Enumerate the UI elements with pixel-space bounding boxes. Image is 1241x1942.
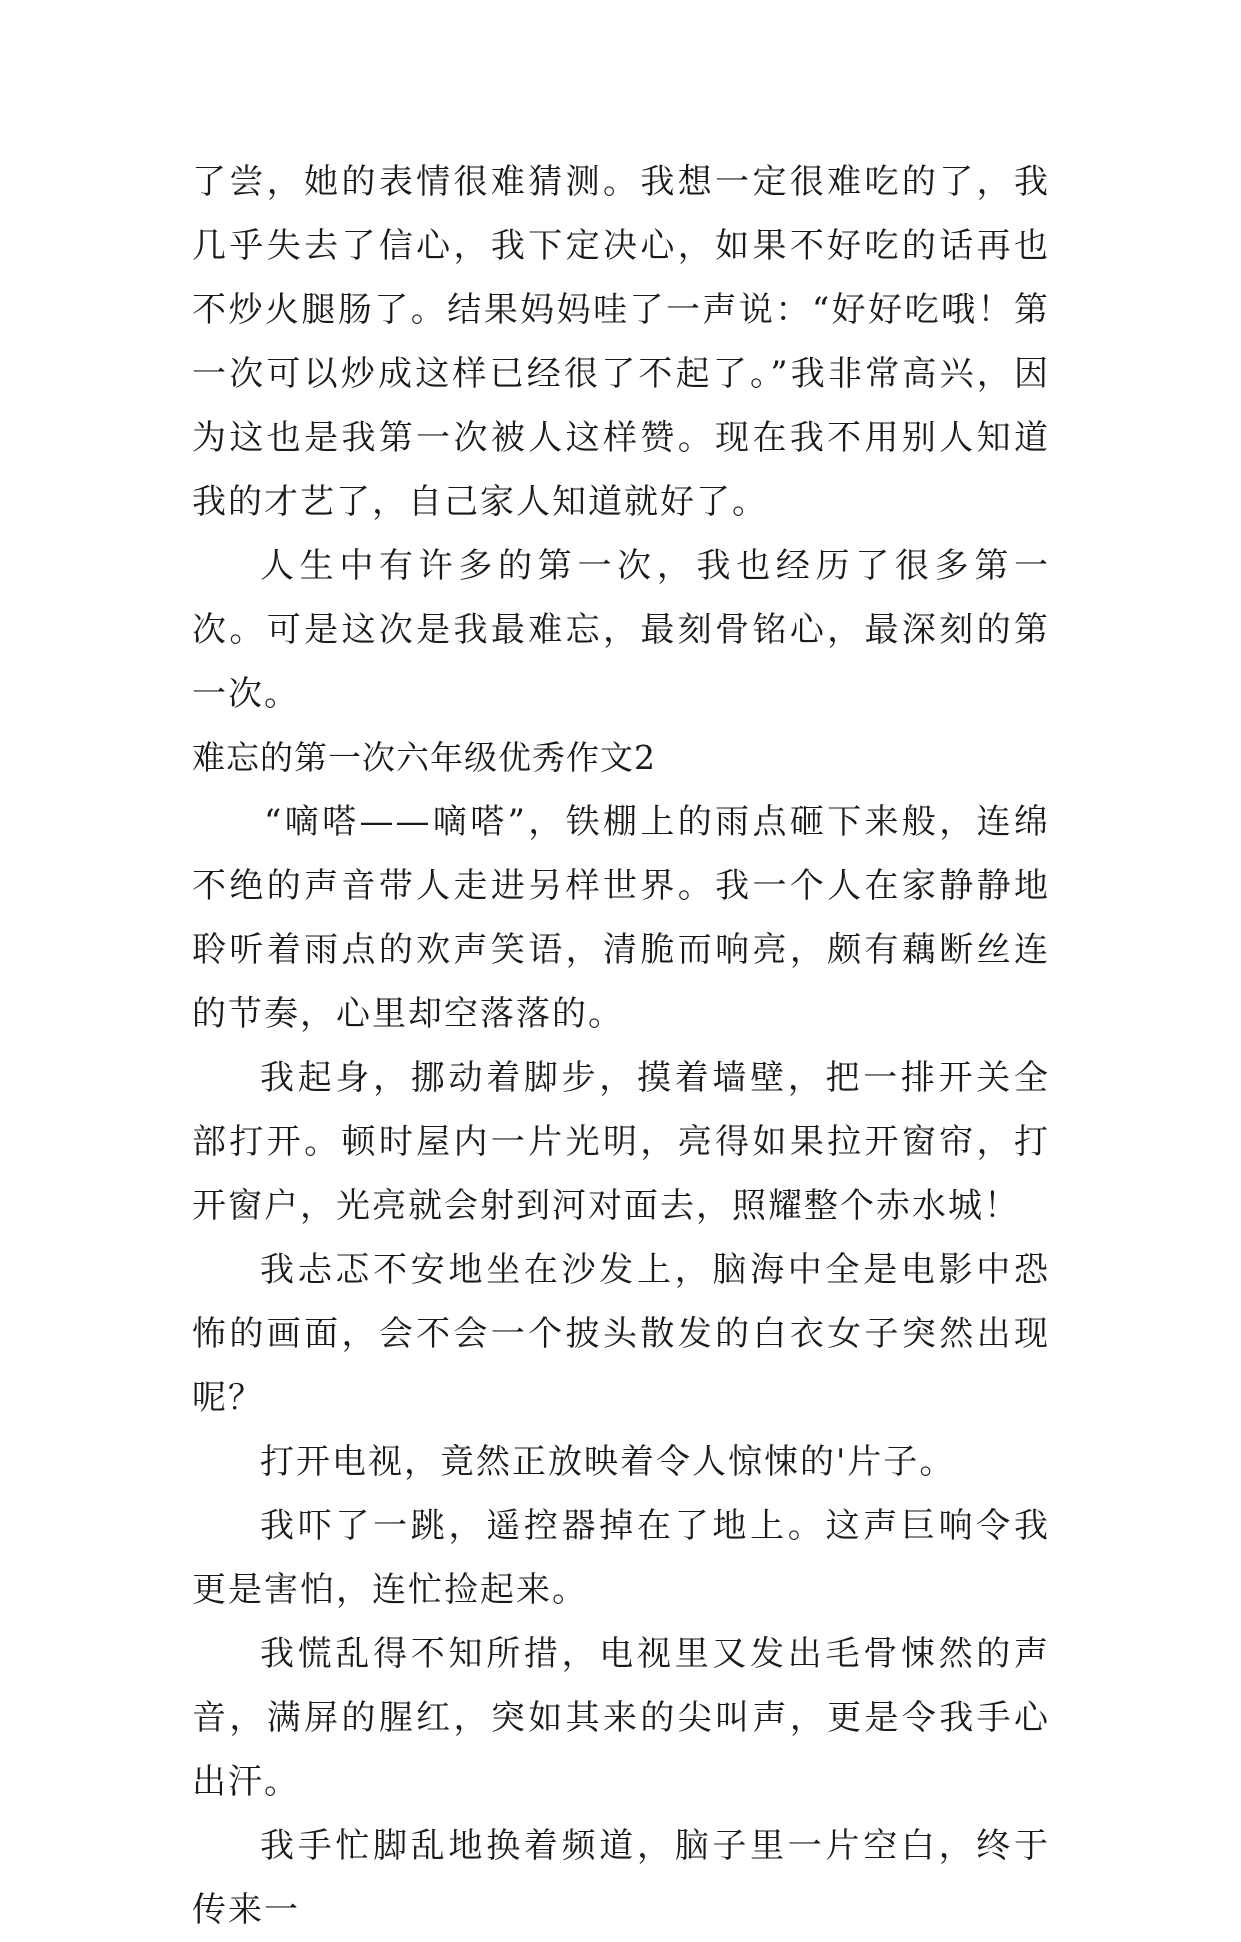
- paragraph-lights: 我起身，挪动着脚步，摸着墙壁，把一排开关全部打开。顿时屋内一片光明，亮得如果拉开窗帘，打开窗户，光亮就会射到河对面去，照耀整个赤水城！: [192, 1058, 1050, 1226]
- paragraph-channels: 我手忙脚乱地换着频道，脑子里一片空白，终于传来一: [192, 1826, 1050, 1930]
- paragraph-conclusion: 人生中有许多的第一次，我也经历了很多第一次。可是这次是我最难忘，最刻骨铭心，最深刻的第一次。: [192, 546, 1050, 714]
- paragraph-rain: “嘀嗒——嘀嗒”，铁棚上的雨点砸下来般，连绵不绝的声音带人走进另样世界。我一个人在家静静地聆听着雨点的欢声笑语，清脆而响亮，颇有藕断丝连的节奏，心里却空落落的。: [192, 802, 1050, 1034]
- essay-title: 难忘的第一次六年级优秀作文2: [192, 738, 656, 777]
- paragraph-continuation: 了尝，她的表情很难猜测。我想一定很难吃的了，我几乎失去了信心，我下定决心，如果不好吃的话再也不炒火腿肠了。结果妈妈哇了一声说：“好好吃哦！第一次可以炒成这样已经很了不起了。”我非常高兴，因为这也是我第一次被人这样赞。现在我不用别人知道我的才艺了，自己家人知道就好了。: [192, 162, 1050, 522]
- paragraph-remote: 我吓了一跳，遥控器掉在了地上。这声巨响令我更是害怕，连忙捡起来。: [192, 1506, 1050, 1610]
- paragraph-sofa: 我忐忑不安地坐在沙发上，脑海中全是电影中恐怖的画面，会不会一个披头散发的白衣女子突然出现呢？: [192, 1250, 1050, 1418]
- paragraph-panic: 我慌乱得不知所措，电视里又发出毛骨悚然的声音，满屏的腥红，突如其来的尖叫声，更是令我手心出汗。: [192, 1634, 1050, 1802]
- paragraph-tv: 打开电视，竟然正放映着令人惊悚的'片子。: [260, 1442, 956, 1482]
- essay-body: [192, 150, 1050, 1942]
